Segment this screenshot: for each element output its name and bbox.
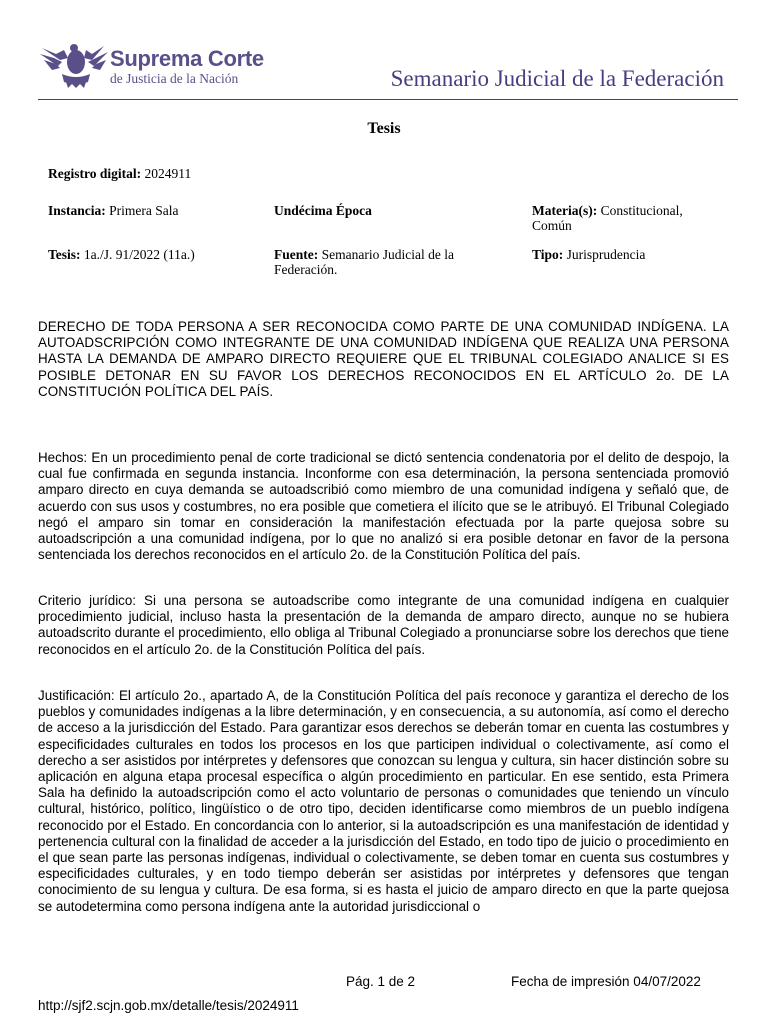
fuente-value-2: Federación.: [274, 262, 338, 277]
registro-field: [48, 166, 191, 181]
print-date: Fecha de impresión 04/07/2022: [511, 974, 701, 989]
fuente-field: [274, 247, 504, 277]
paragraph-criterio: Criterio jurídico: Si una persona se autoadscribe como integrante de una comunidad indígena en cualquier procedimiento judicial, incluso hasta la presentación de la demanda de amparo directo, aunque no se hubiera autoadscrito durante el procedimiento, ello obliga al Tribunal Colegiado a pronunciarse sobre los derechos que tiene reconocidos en el artículo 2o. de la Constitución Política del país.: [38, 593, 729, 657]
paragraph-justificacion: Justificación: El artículo 2o., apartado A, de la Constitución Política del país reconoce y garantiza el derecho de los pueblos y comunidades indígenas a la libre determinación, y en consecuencia, a su autonomía, así como el derecho de acceso a la jurisdicción del Estado. Para garantizar esos derechos se deberán tomar en cuenta las costumbres y especificidades culturales en todos los procesos en los que participen individual o colectivamente, así como el derecho a ser asistidos por intérpretes y defensores que conozcan su lengua y cultura, sin hacer distinción sobre su aplicación en alguna etapa procesal específica o algún procedimiento en particular. En ese sentido, esta Primera Sala ha definido la autoadscripción como el acto voluntario de personas o comunidades que teniendo un vínculo cultural, histórico, político, lingüístico o de otro tipo, deciden identificarse como miembros de un pueblo indígena reconocido por el Estado. En concordancia con lo anterior, si la autoadscripción es una manifestación de identidad y pertenencia cultural con la finalidad de acceder a la jurisdicción del Estado, en todo tipo de juicio o procedimiento en el que sean parte las personas indígenas, individual o colectivamente, se deben tomar en cuenta sus costumbres y especificidades culturales, y en todo tiempo deberán ser asistidas por intérpretes y defensores que tengan conocimiento de su lengua y cultura. De esa forma, si es hasta el juicio de amparo directo en que la parte quejosa se autodetermina como persona indígena ante la autoridad jurisdiccional o: [38, 688, 729, 914]
page-number: Pág. 1 de 2: [346, 974, 416, 989]
tipo-value: Jurisprudencia: [566, 247, 646, 262]
fuente-label: Fuente:: [274, 247, 319, 262]
tipo-label: Tipo:: [532, 247, 564, 262]
tesis-label: Tesis:: [48, 247, 81, 262]
paragraph-hechos: Hechos: En un procedimiento penal de corte tradicional se dictó sentencia condenatoria por el delito de despojo, la cual fue confirmada en segunda instancia. Inconforme con esa determinación, la persona sentenciada promovió amparo directo en cuya demanda se autoadscribió como miembro de una comunidad indígena y señaló que, de acuerdo con sus usos y costumbres, no era posible que cometiera el ilícito que se le atribuyó. El Tribunal Colegiado negó el amparo sin tomar en consideración la manifestación efectuada por la parte quejosa sobre su autoadscripción a una comunidad indígena, por lo que no analizó si era posible detonar en favor de la persona sentenciada los derechos reconocidos en el artículo 2o. de la Constitución Política del país.: [38, 450, 729, 563]
source-url: http://sjf2.scjn.gob.mx/detalle/tesis/2024911: [38, 998, 299, 1013]
fuente-value-1: Semanario Judicial de la: [321, 247, 454, 262]
materia-label: Materia(s):: [532, 203, 598, 218]
instancia-value: Primera Sala: [109, 203, 179, 218]
materia-value-1: Constitucional,: [600, 203, 683, 218]
registro-label: Registro digital:: [48, 166, 142, 181]
epoca-label: Undécima Época: [274, 203, 372, 218]
logo-title: Suprema Corte: [110, 46, 264, 71]
eagle-logo-icon: [38, 40, 118, 88]
materia-field: [532, 203, 732, 233]
logo-wordmark: [110, 48, 264, 87]
tesis-field: [48, 247, 195, 262]
epoca-field: [274, 203, 372, 218]
document-kind: Tesis: [367, 120, 401, 137]
tesis-value: 1a./J. 91/2022 (11a.): [83, 247, 195, 262]
materia-value-2: Común: [532, 218, 572, 233]
header-divider: [38, 99, 738, 100]
logo-subtitle: de Justicia de la Nación: [110, 71, 239, 86]
instancia-label: Instancia:: [48, 203, 106, 218]
instancia-field: [48, 203, 179, 218]
tesis-heading: DERECHO DE TODA PERSONA A SER RECONOCIDA COMO PARTE DE UNA COMUNIDAD INDÍGENA. LA AUTOADSCRIPCIÓN COMO INTEGRANTE DE UNA COMUNIDAD INDÍGENA QUE REALIZA UNA PERSONA HASTA LA DEMANDA DE AMPARO DIRECTO REQUIERE QUE EL TRIBUNAL COLEGIADO ANALICE SI ES POSIBLE DETONAR EN SU FAVOR LOS DERECHOS RECONOCIDOS EN EL ARTÍCULO 2o. DE LA CONSTITUCIÓN POLÍTICA DEL PAÍS.: [38, 319, 729, 399]
registro-value: 2024911: [144, 166, 192, 181]
tipo-field: [532, 247, 645, 262]
publication-title: Semanario Judicial de la Federación: [390, 66, 724, 91]
